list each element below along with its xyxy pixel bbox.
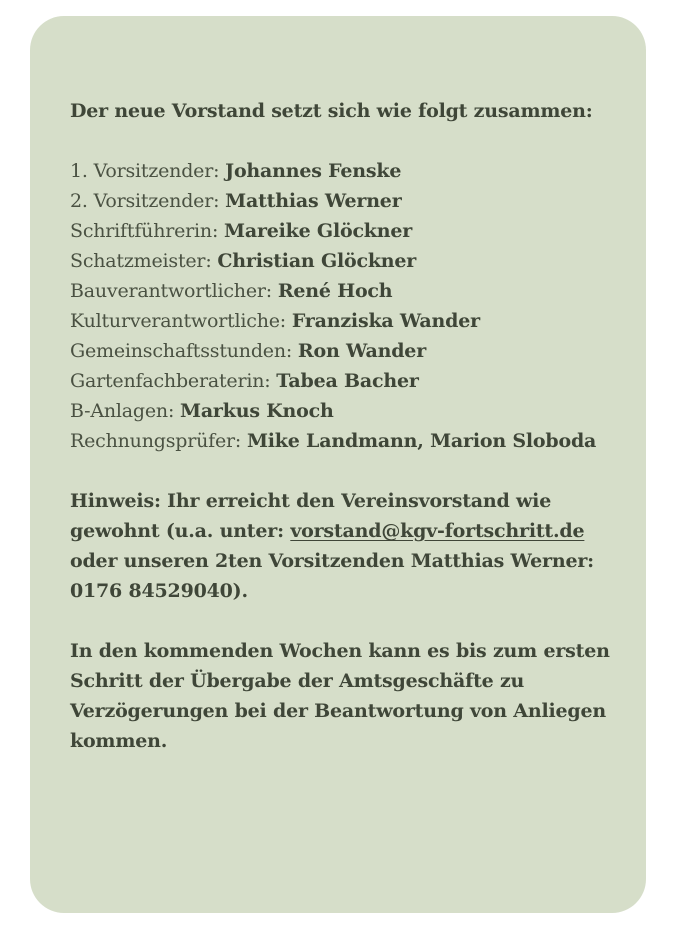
board-row-community-hours [70,336,646,366]
board-role: Schatzmeister: [70,250,218,272]
notice-line: Hinweis: Ihr erreicht den Vereinsvorstand wie [70,490,552,512]
closing-line: Verzögerungen bei der Beantwortung von Anliegen [70,700,606,722]
board-member-name: Ron Wander [297,340,427,362]
email-link[interactable]: vorstand@kgv-fortschritt.de [290,520,585,542]
closing-paragraph [70,636,646,756]
board-row-vice-chair [70,186,646,216]
closing-line: Schritt der Übergabe der Amtsgeschäfte zu [70,670,525,692]
board-row-b-facilities [70,396,646,426]
intro-text: Der neue Vorstand setzt sich wie folgt zusammen: [70,100,593,122]
board-member-name: Matthias Werner [225,190,402,212]
board-member-name: Mareike Glöckner [224,220,413,242]
board-member-name: Franziska Wander [291,310,480,332]
spacer [70,456,646,486]
notice-line [70,516,646,546]
board-row-construction [70,276,646,306]
board-member-name: Markus Knoch [179,400,334,422]
notice-line-prefix: gewohnt (u.a. unter: [70,520,291,542]
board-role: Schriftführerin: [70,220,224,242]
board-role: Gartenfachberaterin: [70,370,277,392]
closing-line: kommen. [70,730,168,752]
board-role: B-Anlagen: [70,400,180,422]
board-row-chair [70,156,646,186]
notice-line: 0176 84529040). [70,580,248,602]
board-role: Gemeinschaftsstunden: [70,340,298,362]
notice-line: oder unseren 2ten Vorsitzenden Matthias Werner: [70,550,594,572]
board-member-name: René Hoch [277,280,393,302]
board-row-culture [70,306,646,336]
board-role: 2. Vorsitzender: [70,190,226,212]
announcement-card [30,16,646,913]
board-member-name: Tabea Bacher [276,370,419,392]
notice-paragraph [70,486,646,606]
spacer [70,606,646,636]
board-row-secretary [70,216,646,246]
board-list [70,156,646,456]
board-row-treasurer [70,246,646,276]
board-role: 1. Vorsitzender: [70,160,226,182]
board-role: Rechnungsprüfer: [70,430,247,452]
board-role: Bauverantwortlicher: [70,280,278,302]
board-row-auditors [70,426,646,456]
spacer [70,126,646,156]
closing-line: In den kommenden Wochen kann es bis zum ersten [70,640,610,662]
board-member-name: Johannes Fenske [225,160,402,182]
board-row-garden-advisor [70,366,646,396]
board-member-name: Mike Landmann, Marion Sloboda [246,430,597,452]
board-role: Kulturverantwortliche: [70,310,292,332]
board-member-name: Christian Glöckner [217,250,417,272]
